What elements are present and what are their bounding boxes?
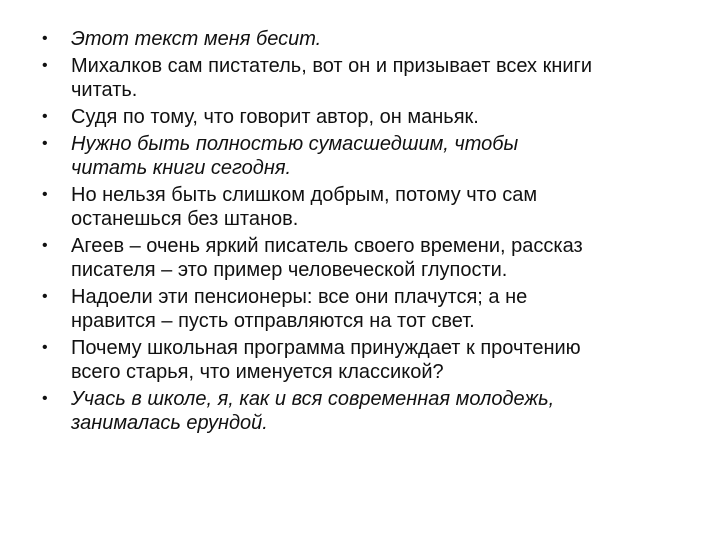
bullet-icon: •: [42, 339, 48, 356]
bullet-text-line: читать книги сегодня.: [71, 157, 292, 179]
bullet-item-5: [42, 183, 682, 231]
bullet-text-line: останешься без штанов.: [71, 208, 299, 230]
bullet-text-line: Почему школьная программа принуждает к прочтению: [71, 337, 581, 359]
bullet-text-line: Но нельзя быть слишком добрым, потому что сам: [71, 184, 538, 206]
bullet-text-line: Учась в школе, я, как и вся современная молодежь,: [71, 388, 555, 410]
bullet-text-line: Этот текст меня бесит.: [71, 28, 322, 50]
bullet-text-line: писателя – это пример человеческой глупости.: [71, 259, 508, 281]
bullet-text-line: всего старья, что именуется классикой?: [71, 361, 444, 383]
bullet-text-line: читать.: [71, 79, 138, 101]
bullet-icon: •: [42, 135, 48, 152]
bullet-item-8: [42, 336, 682, 384]
bullet-icon: •: [42, 108, 48, 125]
bullet-text-line: Судя по тому, что говорит автор, он маньяк.: [71, 106, 479, 128]
bullet-text-line: Нужно быть полностью сумасшедшим, чтобы: [71, 133, 519, 155]
bullet-icon: •: [42, 288, 48, 305]
bullet-item-7: [42, 285, 682, 333]
bullet-item-9: [42, 387, 682, 435]
bullet-text-line: Агеев – очень яркий писатель своего времени, рассказ: [71, 235, 583, 257]
bullet-item-3: [42, 105, 682, 129]
bullet-text-line: занималась ерундой.: [71, 412, 268, 434]
bullet-icon: •: [42, 237, 48, 254]
bullet-item-2: [42, 54, 682, 102]
bullet-icon: •: [42, 57, 48, 74]
bullet-icon: •: [42, 186, 48, 203]
bullet-list: [42, 27, 682, 438]
bullet-item-1: [42, 27, 682, 51]
bullet-icon: •: [42, 390, 48, 407]
bullet-icon: •: [42, 30, 48, 47]
bullet-text-line: Надоели эти пенсионеры: все они плачутся; а не: [71, 286, 528, 308]
bullet-item-6: [42, 234, 682, 282]
bullet-text-line: Михалков сам пистатель, вот он и призывает всех книги: [71, 55, 593, 77]
bullet-text-line: нравится – пусть отправляются на тот свет.: [71, 310, 475, 332]
bullet-item-4: [42, 132, 682, 180]
